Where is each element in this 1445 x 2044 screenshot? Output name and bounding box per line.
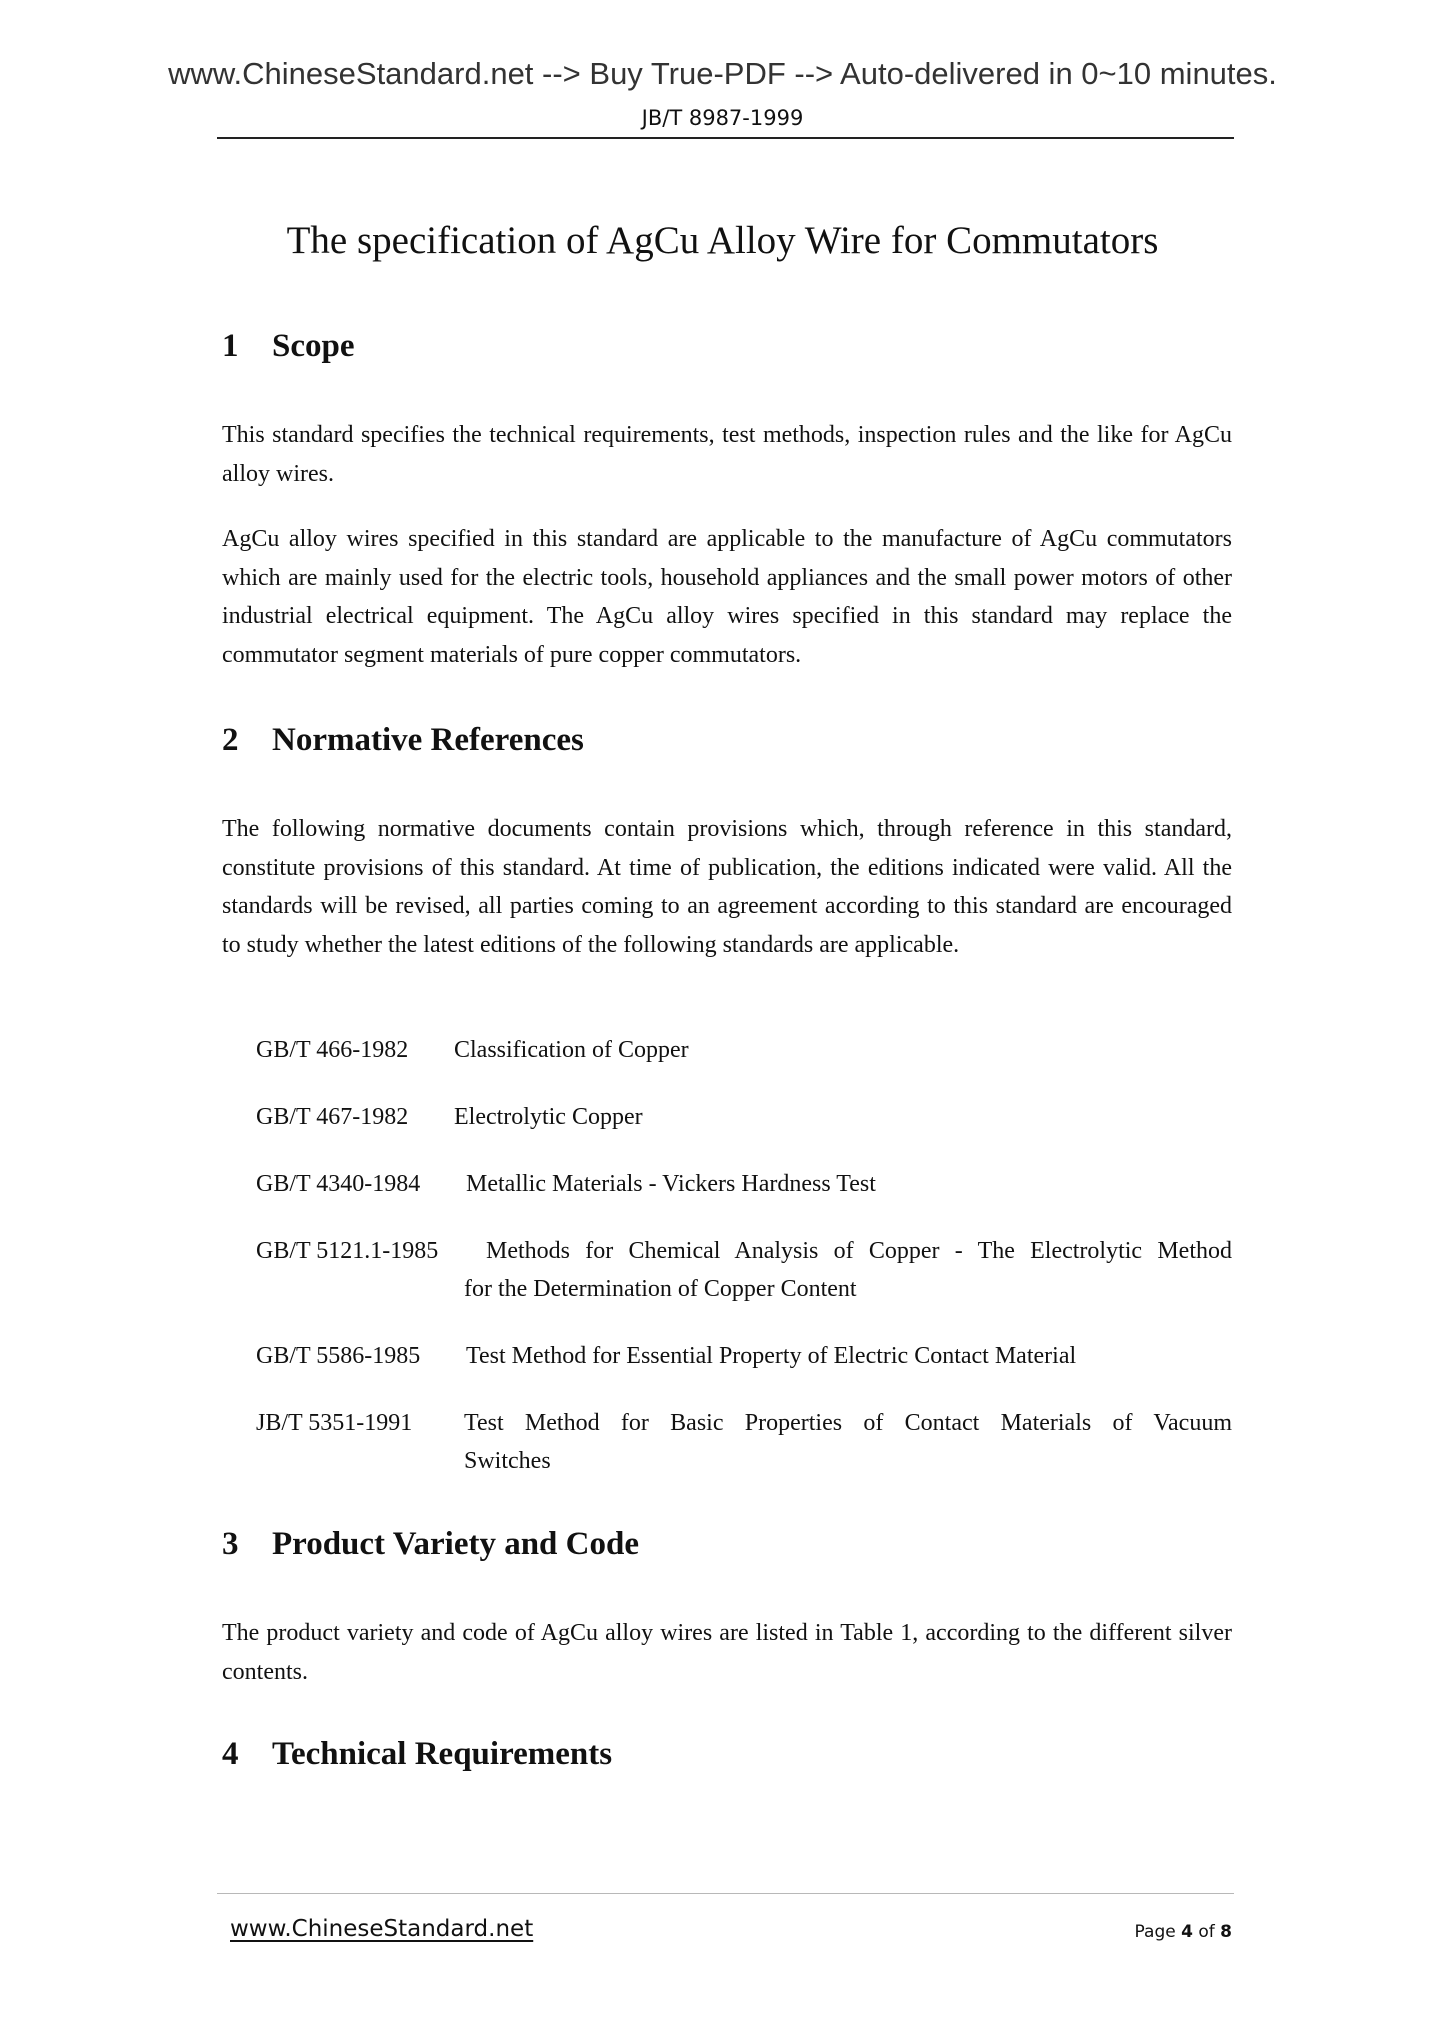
reference-code: GB/T 5586-1985 xyxy=(256,1343,421,1369)
reference-item xyxy=(256,1232,1232,1302)
reference-title: Classification of Copper xyxy=(454,1037,689,1063)
section-number: 4 xyxy=(222,1736,239,1772)
section-title: Product Variety and Code xyxy=(272,1526,639,1562)
section-title: Scope xyxy=(272,328,355,364)
reference-code: JB/T 5351-1991 xyxy=(256,1410,413,1436)
reference-code: GB/T 466-1982 xyxy=(256,1037,409,1063)
header-divider xyxy=(217,137,1234,139)
section-number: 3 xyxy=(222,1526,239,1562)
product-variety-paragraph: The product variety and code of AgCu alloy wires are listed in Table 1, according to the different silver contents. xyxy=(222,1620,1232,1685)
document-title: The specification of AgCu Alloy Wire for Commutators xyxy=(286,219,1159,262)
footer-site-link[interactable]: www.ChineseStandard.net xyxy=(230,1916,534,1942)
reference-title: Test Method for Essential Property of Electric Contact Material xyxy=(466,1343,1077,1369)
section-title: Normative References xyxy=(272,722,584,758)
reference-title: Electrolytic Copper xyxy=(454,1104,643,1130)
reference-title-continued: for the Determination of Copper Content xyxy=(464,1276,857,1302)
reference-code: GB/T 4340-1984 xyxy=(256,1171,421,1197)
scope-paragraph-2: AgCu alloy wires specified in this standard are applicable to the manufacture of AgCu commutators which are mainly used for the electric tools, household appliances and the small power motors of other industrial electrical equipment. The AgCu alloy wires specified in this standard may replace the commutator segment materials of pure copper commutators. xyxy=(222,526,1232,668)
reference-item xyxy=(256,1098,1232,1137)
reference-title: Methods for Chemical Analysis of Copper - The Electrolytic Method xyxy=(486,1238,1232,1264)
reference-item xyxy=(256,1031,1232,1070)
section-title: Technical Requirements xyxy=(272,1736,613,1772)
page-of: of xyxy=(1198,1922,1215,1942)
reference-title-continued: Switches xyxy=(464,1448,551,1474)
reference-code: GB/T 467-1982 xyxy=(256,1104,409,1130)
references-intro-paragraph: The following normative documents contain provisions which, through reference in this standard, constitute provisions of this standard. At time of publication, the editions indicated were valid. All the standards will be revised, all parties coming to an agreement according to this standard are encouraged to study whether the latest editions of the following standards are applicable. xyxy=(222,816,1232,958)
section-number: 2 xyxy=(222,722,239,758)
section-heading-technical-requirements xyxy=(222,1736,612,1773)
section-heading-scope xyxy=(222,328,355,365)
page-total: 8 xyxy=(1220,1922,1232,1942)
reference-title: Test Method for Basic Properties of Contact Materials of Vacuum xyxy=(464,1410,1232,1436)
section-heading-product-variety xyxy=(222,1526,639,1563)
scope-paragraph-1: This standard specifies the technical requirements, test methods, inspection rules and the like for AgCu alloy wires. xyxy=(222,422,1232,487)
reference-item xyxy=(256,1404,1232,1474)
standard-number: JB/T 8987-1999 xyxy=(641,106,804,130)
reference-code: GB/T 5121.1-1985 xyxy=(256,1238,439,1264)
page-indicator xyxy=(1100,1922,1232,1942)
page-current: 4 xyxy=(1181,1922,1193,1942)
reference-item xyxy=(256,1165,1232,1204)
footer-divider xyxy=(217,1893,1234,1894)
section-number: 1 xyxy=(222,328,239,364)
site-banner: www.ChineseStandard.net --> Buy True-PDF --> Auto-delivered in 0~10 minutes. xyxy=(168,56,1277,91)
reference-item xyxy=(256,1337,1232,1376)
section-heading-normative-references xyxy=(222,722,584,759)
reference-title: Metallic Materials - Vickers Hardness Test xyxy=(466,1171,876,1197)
page-label: Page xyxy=(1134,1922,1176,1942)
